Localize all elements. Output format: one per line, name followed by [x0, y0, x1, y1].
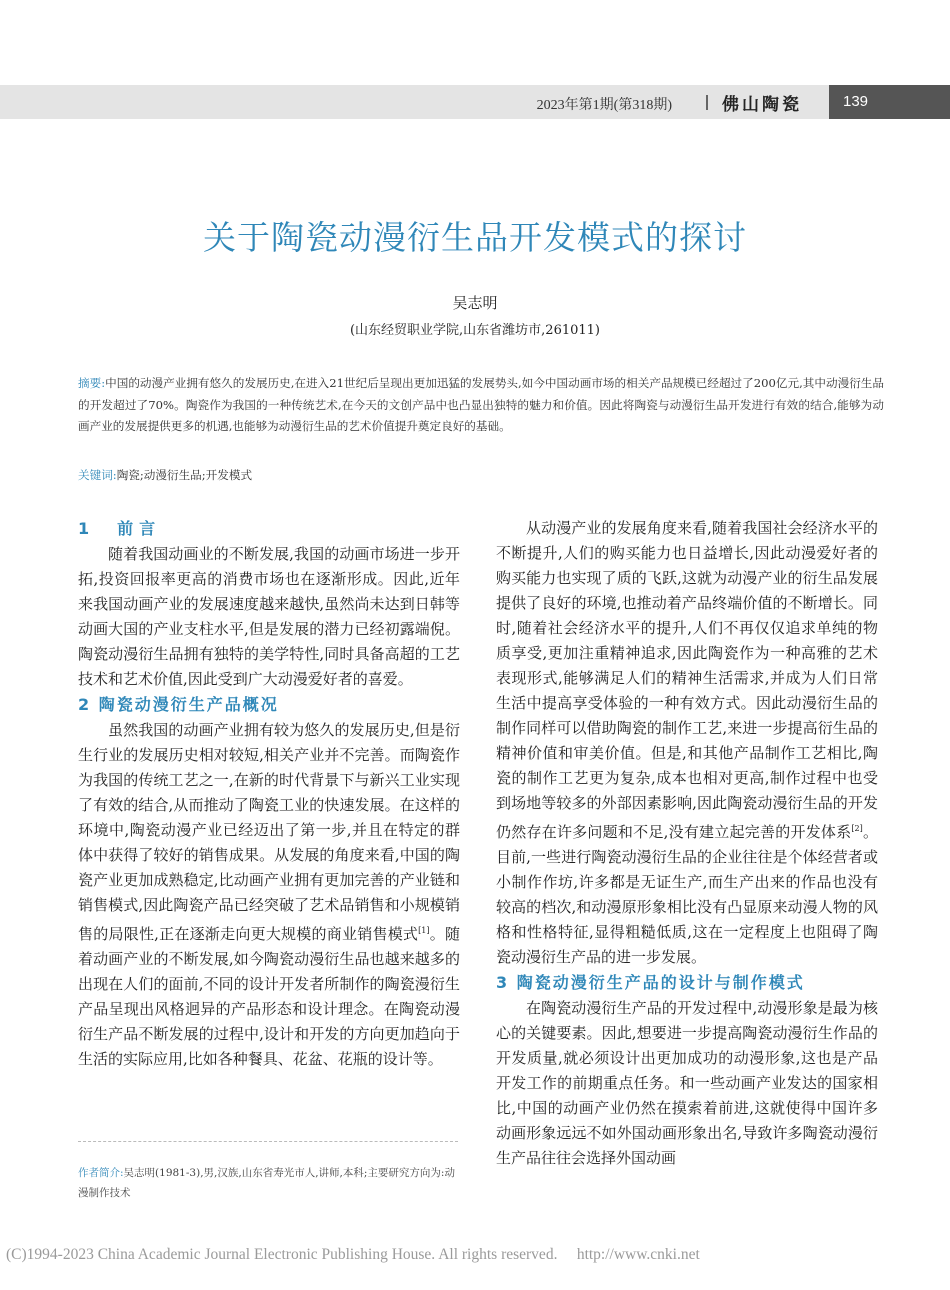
copyright-footer: (C)1994-2023 China Academic Journal Electronic Publishing House. All rights reserved. http://www.cnki.net: [6, 1246, 700, 1263]
paragraph-text: 虽然我国的动画产业拥有较为悠久的发展历史,但是衍生行业的发展历史相对较短,相关产业并不完善。而陶瓷作为我国的传统工艺之一,在新的时代背景下与新兴工业实现了有效的结合,从而推动了陶瓷工业的快速发展。在这样的环境中,陶瓷动漫产业已经迈出了第一步,并且在特定的群体中获得了较好的销售成果。从发展的角度来看,中国的陶瓷产业更加成熟稳定,比动画产业拥有更加完善的产业链和销售模式,因此陶瓷产品已经突破了艺术品销售和小规模销售的局限性,正在逐渐走向更大规模的商业销售模式: [78, 721, 460, 943]
citation-ref[interactable]: [2]: [851, 824, 863, 833]
page-number: 139: [843, 93, 869, 110]
header-divider: [706, 95, 708, 110]
citation-ref[interactable]: [1]: [418, 926, 430, 935]
paragraph-text: 。随着动画产业的不断发展,如今陶瓷动漫衍生品也越来越多的出现在人们的面前,不同的设计开发者所制作的陶瓷漫衍生产品呈现出风格迥异的产品形态和设计理念。在陶瓷动漫衍生产品不断发展的过程中,设计和开发的方向更加趋向于生活的实际应用,比如各种餐具、花盆、花瓶的设计等。: [78, 925, 460, 1068]
author-affiliation: (山东经贸职业学院,山东省潍坊市,261011): [349, 323, 601, 338]
paragraph-text: 从动漫产业的发展角度来看,随着我国社会经济水平的不断提升,人们的购买能力也日益增长,因此动漫爱好者的购买能力也实现了质的飞跃,这就为动漫产业的衍生品发展提供了良好的环境,也推动着产品终端价值的不断增长。同时,随着社会经济水平的提升,人们不再仅仅追求单纯的物质享受,更加注重精神追求,因此陶瓷作为一种高雅的艺术表现形式,能够满足人们的精神生活需求,并成为人们日常生活中提高享受体验的一种有效方式。因此动漫衍生品的制作同样可以借助陶瓷的制作工艺,来进一步提高衍生品的精神价值和审美价值。但是,和其他产品制作工艺相比,陶瓷的制作工艺更为复杂,成本也相对更高,制作过程中也受到场地等较多的外部因素影响,因此陶瓷动漫衍生品的开发仍然存在许多问题和不足,没有建立起完善的开发体系: [496, 519, 878, 841]
author-footnote: [78, 1163, 460, 1203]
footnote-divider: [78, 1141, 458, 1142]
journal-name: 佛山陶瓷: [722, 95, 802, 115]
section-heading: 3 陶瓷动漫衍生产品的设计与制作模式: [496, 973, 805, 992]
paragraph-text: 。目前,一些进行陶瓷动漫衍生品的企业往往是个体经营者或小制作作坊,许多都是无证生产,而生产出来的作品也没有较高的档次,和动漫原形象相比没有凸显原来动漫人物的风格和性格特征,显得粗糙低质,这在一定程度上也阻碍了陶瓷动漫衍生产品的进一步发展。: [496, 823, 878, 966]
keywords-text: 陶瓷;动漫衍生品;开发模式: [116, 468, 253, 482]
paragraph: [78, 718, 460, 1072]
keywords: [78, 467, 252, 483]
paragraph: [496, 516, 878, 970]
footnote-text: 吴志明(1981-3),男,汉族,山东省寿光市人,讲师,本科;主要研究方向为:动漫制作技术: [78, 1167, 455, 1199]
abstract-text: 中国的动漫产业拥有悠久的发展历史,在进入21世纪后呈现出更加迅猛的发展势头,如今中国动画市场的相关产品规模已经超过了200亿元,其中动漫衍生品的开发超过了70%。陶瓷作为我国的一种传统艺术,在今天的文创产品中也凸显出独特的魅力和价值。因此将陶瓷与动漫衍生品开发进行有效的结合,能够为动画产业的发展提供更多的机遇,也能够为动漫衍生品的艺术价值提升奠定良好的基础。: [78, 376, 884, 433]
author-name: 吴志明: [452, 294, 498, 312]
section-heading: 2 陶瓷动漫衍生产品概况: [78, 695, 279, 714]
left-column: [78, 516, 460, 1072]
paragraph: 随着我国动画业的不断发展,我国的动画市场进一步开拓,投资回报率更高的消费市场也在逐渐形成。因此,近年来我国动画产业的发展速度越来越快,虽然尚未达到日韩等动画大国的产业支柱水平,但是发展的潜力已经初露端倪。陶瓷动漫衍生品拥有独特的美学特性,同时具备高超的工艺技术和艺术价值,因此受到广大动漫爱好者的喜爱。: [78, 545, 460, 688]
running-header: [0, 85, 950, 119]
section-heading: 1 前言: [78, 519, 162, 538]
footnote-label: 作者简介:: [78, 1167, 124, 1179]
right-column: [496, 516, 878, 1171]
abstract: [78, 373, 884, 438]
page-number-box: [829, 85, 950, 119]
paragraph: 在陶瓷动漫衍生产品的开发过程中,动漫形象是最为核心的关键要素。因此,想要进一步提高陶瓷动漫衍生作品的开发质量,就必须设计出更加成功的动漫形象,这也是产品开发工作的前期重点任务。和一些动画产业发达的国家相比,中国的动画产业仍然在摸索着前进,这就使得中国许多动画形象远远不如外国动画形象出名,导致许多陶瓷动漫衍生产品往往会选择外国动画: [496, 999, 878, 1167]
issue-info: 2023年第1期(第318期): [536, 98, 672, 113]
keywords-label: 关键词:: [78, 468, 117, 482]
abstract-label: 摘要:: [78, 376, 106, 390]
article-title: 关于陶瓷动漫衍生品开发模式的探讨: [203, 218, 747, 257]
